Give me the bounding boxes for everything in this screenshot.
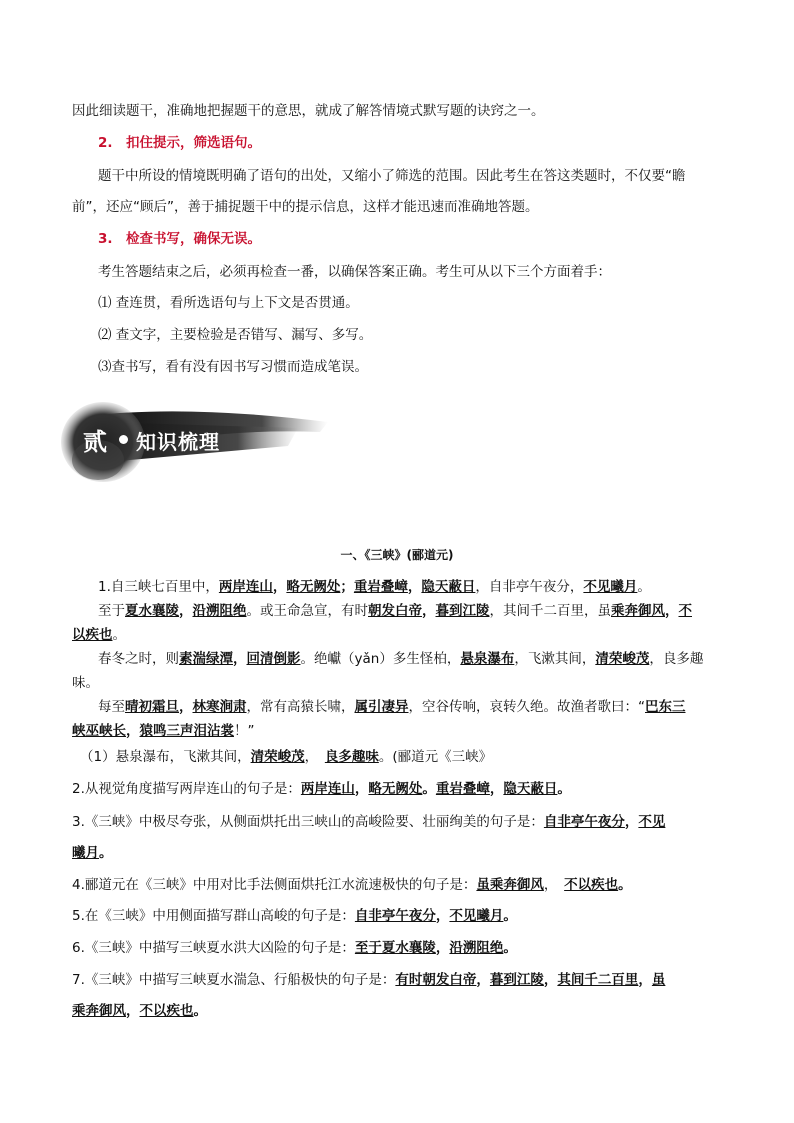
question-7-continued: 乘奔御风，不以疾也。: [72, 1003, 207, 1019]
text-paragraph: 春冬之时，则素湍绿潭，回清倒影。绝巘（yǎn）多生怪柏，悬泉瀑布，飞漱其间，清荣峻茂，良多趣: [98, 651, 704, 667]
question-2: 2.从视觉角度描写两岸连山的句子是：两岸连山，略无阙处。重岩叠嶂，隐天蔽日。: [72, 781, 571, 797]
text-paragraph: 每至晴初霜旦，林寒涧肃，常有高猿长啸，属引凄异，空谷传响，哀转久绝。故渔者歌曰：“巴东三: [98, 699, 686, 715]
text-paragraph: 以疾也。: [72, 627, 126, 643]
text-paragraph: 1.自三峡七百里中，两岸连山，略无阙处；重岩叠嶂，隐天蔽日，自非亭午夜分，不见曦月。: [98, 579, 651, 595]
banner-number: 贰: [83, 428, 107, 456]
subheading-2: 2. 扣住提示，筛选语句。: [98, 135, 262, 151]
paragraph-line: 题干中所设的情境既明确了语句的出处，又缩小了筛选的范围。因此考生在答这类题时，不仅要“瞻: [98, 168, 686, 184]
subheading-3: 3. 检查书写，确保无误。: [98, 231, 262, 247]
text-paragraph: 至于夏水襄陵，沿溯阻绝。或王命急宣，有时朝发白帝，暮到江陵，其间千二百里，虽乘奔御风，不: [98, 603, 692, 619]
section-title: 一、《三峡》(郦道元): [340, 548, 454, 562]
paragraph-line: 考生答题结束之后，必须再检查一番，以确保答案正确。考生可从以下三个方面着手：: [98, 264, 611, 280]
list-item: ⑵ 查文字，主要检验是否错写、漏写、多写。: [98, 327, 373, 343]
list-item: ⑴ 查连贯，看所选语句与上下文是否贯通。: [98, 295, 359, 311]
paragraph-line: 前”，还应“顾后”，善于捕捉题干中的提示信息，这样才能迅速而准确地答题。: [72, 199, 539, 215]
question-5: 5.在《三峡》中用侧面描写群山高峻的句子是：自非亭午夜分，不见曦月。: [72, 908, 517, 924]
paragraph-line: 因此细读题干，准确地把握题干的意思，就成了解答情境式默写题的诀窍之一。: [72, 103, 545, 119]
question-7: 7.《三峡》中描写三峡夏水湍急、行船极快的句子是：有时朝发白帝，暮到江陵，其间千二百里，虽: [72, 972, 666, 988]
banner-dot: [119, 435, 128, 444]
question-6: 6.《三峡》中描写三峡夏水洪大凶险的句子是：至于夏水襄陵，沿溯阻绝。: [72, 940, 517, 956]
question-4: 4.郦道元在《三峡》中用对比手法侧面烘托江水流速极快的句子是：虽乘奔御风， 不以疾也。: [72, 877, 632, 893]
list-item: ⑶查书写，看有没有因书写习惯而造成笔误。: [98, 359, 368, 375]
banner-title: 知识梳理: [136, 430, 220, 454]
question-3-continued: 曦月。: [72, 845, 113, 861]
text-paragraph: 峡巫峡长，猿鸣三声泪沾裳！”: [72, 723, 255, 739]
question-3: 3.《三峡》中极尽夸张，从侧面烘托出三峡山的高峻险要、壮丽绚美的句子是：自非亭午夜分，不见: [72, 814, 666, 830]
text-paragraph: 味。: [72, 675, 99, 691]
question-1: （1）悬泉瀑布，飞漱其间，清荣峻茂， 良多趣味。(郦道元《三峡》: [80, 749, 493, 765]
